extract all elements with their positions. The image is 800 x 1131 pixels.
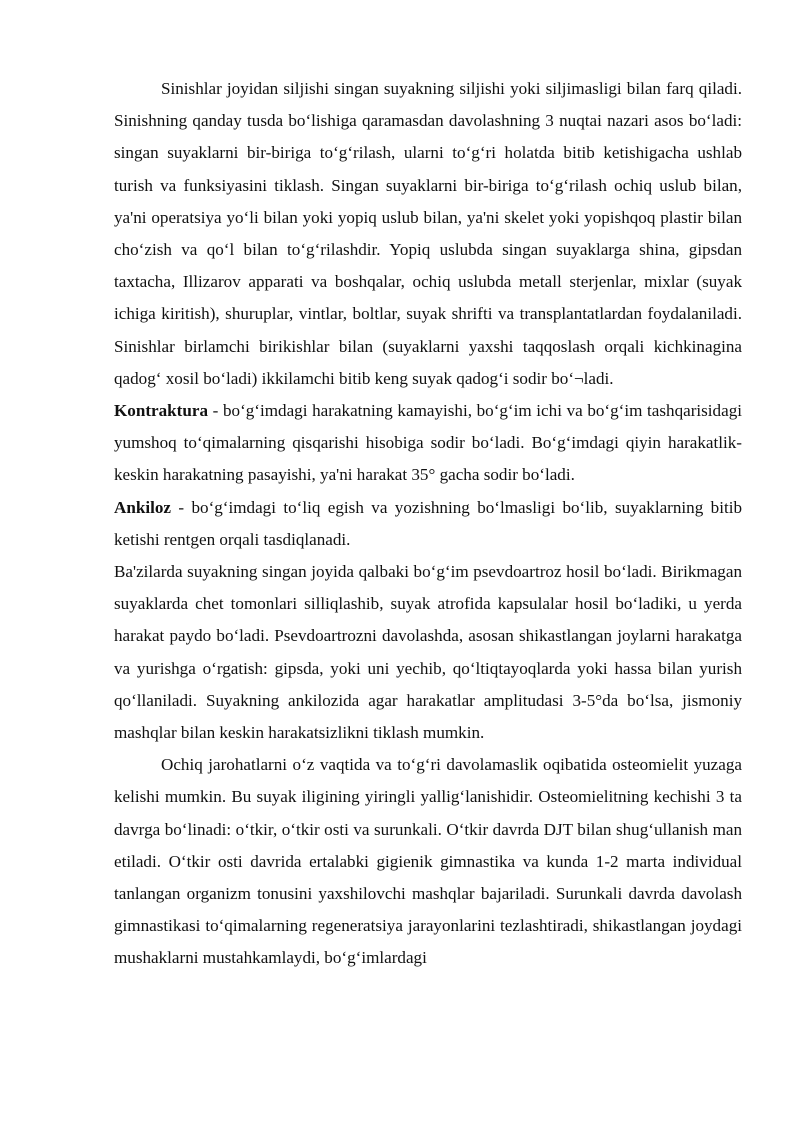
document-body <box>114 73 742 975</box>
paragraph-ankylosis <box>114 492 742 556</box>
paragraph-text: Sinishlar joyidan siljishi singan suyakning siljishi yoki siljimasligi bilan farq qiladi. Sinishning qanday tusda bo‘lishiga qaramasdan davolashning 3 nuqtai nazari asos bo‘ladi: singan suyaklarni bir-biriga to‘g‘rilash, ularni to‘g‘ri holatda bitib ketishigacha ushlab turish va funksiyasini tiklash. Singan suyaklarni bir-biriga to‘g‘rilash ochiq uslub bilan, ya'ni operatsiya yo‘li bilan yoki yopiq uslub bilan, ya'ni skelet yoki yopishqoq plastir bilan cho‘zish va qo‘l bilan to‘g‘rilashdir. Yopiq uslubda singan suyaklarga shina, gipsdan taxtacha, Illizarov apparati va boshqalar, ochiq uslubda metall sterjenlar, mixlar (suyak ichiga kiritish), shuruplar, vintlar, boltlar, suyak shrifti va transplantatlardan foydalaniladi. Sinishlar birlamchi birikishlar bilan (suyaklarni yaxshi taqqoslash orqali kichkinagina qadog‘ xosil bo‘ladi) ikkilamchi bitib keng suyak qadog‘i sodir bo‘¬ladi. <box>114 79 742 388</box>
paragraph-text: Ba'zilarda suyakning singan joyida qalbaki bo‘g‘im psevdoartroz hosil bo‘ladi. Birikmagan suyaklarda chet tomonlari silliqlashib, suyak atrofida kapsulalar hosil bo‘ladiki, u yerda harakat paydo bo‘ladi. Psevdoartrozni davolashda, asosan shikastlangan joylarni harakatga va yurishga o‘rgatish: gipsda, yoki uni yechib, qo‘ltiqtayoqlarda yoki hassa bilan yurish qo‘llaniladi. Suyakning ankilozida agar harakatlar amplitudasi 3-5°da bo‘lsa, jismoniy mashqlar bilan keskin harakatsizlikni tiklash mumkin. <box>114 562 742 743</box>
paragraph-fracture-displacement <box>114 73 742 395</box>
paragraph-contracture <box>114 395 742 492</box>
paragraph-pseudoarthrosis <box>114 556 742 749</box>
paragraph-osteomyelitis <box>114 749 742 974</box>
paragraph-text: - bo‘g‘imdagi harakatning kamayishi, bo‘g‘im ichi va bo‘g‘im tashqarisidagi yumshoq to‘qimalarning qisqarishi hisobiga sodir bo‘ladi. Bo‘g‘imdagi qiyin harakatlik-keskin harakatning pasayishi, ya'ni harakat 35° gacha sodir bo‘ladi. <box>114 401 742 485</box>
paragraph-text: Ochiq jarohatlarni o‘z vaqtida va to‘g‘ri davolamaslik oqibatida osteomielit yuzaga kelishi mumkin. Bu suyak iligining yiringli yallig‘lanishidir. Osteomielitning kechishi 3 ta davrga bo‘linadi: o‘tkir, o‘tkir osti va surunkali. O‘tkir davrda DJT bilan shug‘ullanish man etiladi. O‘tkir osti davrida ertalabki gigienik gimnastika va kunda 1-2 marta individual tanlangan organizm tonusini yaxshilovchi mashqlar bajariladi. Surunkali davrda davolash gimnastikasi to‘qimalarning regeneratsiya jarayonlarini tezlashtiradi, shikastlangan joydagi mushaklarni mustahkamlaydi, bo‘g‘imlardagi <box>114 755 742 968</box>
term-ankylosis: Ankiloz <box>114 497 171 517</box>
term-contracture: Kontraktura <box>114 401 209 421</box>
paragraph-text: - bo‘g‘imdagi to‘liq egish va yozishning bo‘lmasligi bo‘lib, suyaklarning bitib ketishi rentgen orqali tasdiqlanadi. <box>114 497 742 549</box>
